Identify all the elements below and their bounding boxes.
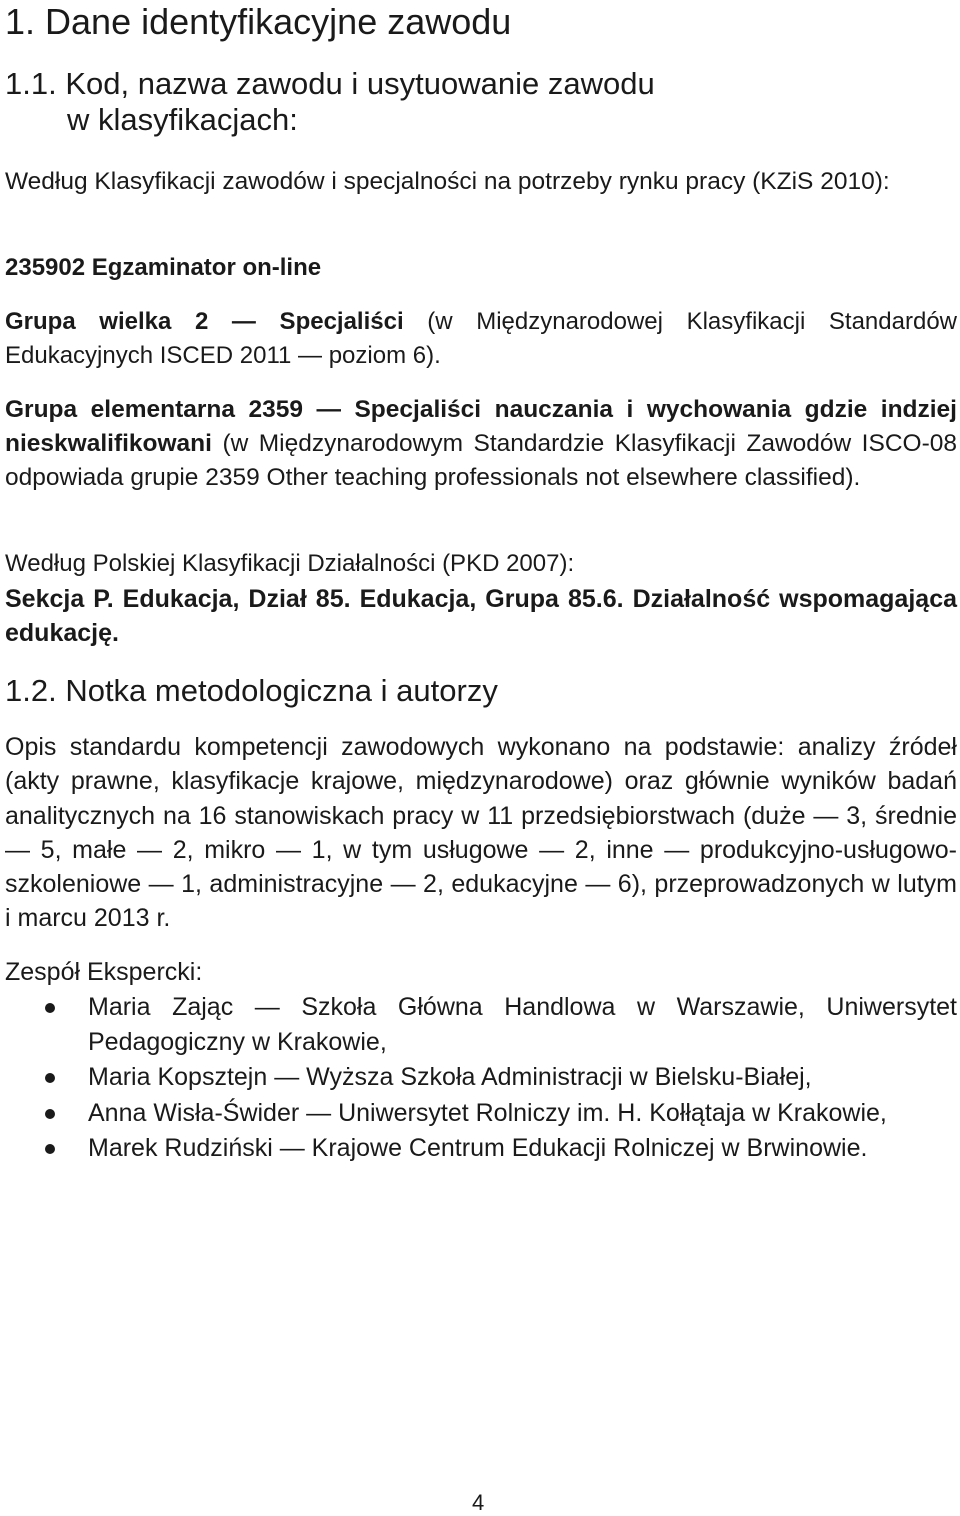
grupa-wielka-desc: (w Międzynarodowej Klasyfikacji Standardów Edukacyjnych ISCED 2011 — poziom 6). (5, 308, 957, 369)
occupation-code-name: 235902 Egzaminator on-line (5, 254, 322, 281)
methodology-paragraph: Opis standardu kompetencji zawodowych wykonano na podstawie: analizy źródeł (akty prawne, klasyfikacje krajowe, międzynarodowe) oraz głównie wyników badań analitycznych na 16 stanowiskach pracy w 11 przedsiębiorstwach (duże — 3, średnie — 5, małe — 2, mikro — 1, w tym usługowe — 2, inne — produkcyjno-usługowo-szkoleniowe — 1, administracyjne — 2, edukacyjne — 6), przeprowadzonych w lutym i marcu 2013 r. (5, 733, 957, 933)
bullet-icon (45, 1109, 55, 1119)
grupa-elementarna-paragraph (5, 393, 957, 495)
pkd-value: Sekcja P. Edukacja, Dział 85. Edukacja, Grupa 85.6. Działalność wspomagająca edukację. (5, 585, 957, 647)
heading-1-1-line1: 1.1. Kod, nazwa zawodu i usytuowanie zawodu (5, 66, 655, 101)
expert-team-label: Zespół Ekspercki: (5, 958, 203, 986)
expert-entry: Maria Kopsztejn — Wyższa Szkoła Administracji w Bielsku-Białej, (88, 1063, 812, 1091)
subsection-heading-1-1 (5, 66, 655, 138)
bullet-icon (45, 1144, 55, 1154)
kzis-intro: Według Klasyfikacji zawodów i specjalności na potrzeby rynku pracy (KZiS 2010): (5, 168, 890, 195)
expert-entry: Anna Wisła-Świder — Uniwersytet Rolniczy im. H. Kołłątaja w Krakowie, (88, 1098, 887, 1127)
list-item (5, 1131, 957, 1166)
bullet-icon (45, 1073, 55, 1083)
bullet-icon (45, 1003, 55, 1013)
grupa-elementarna-label: Grupa elementarna 2359 — Specjaliści nauczania i wychowania gdzie indziej nieskwalifikowani (5, 396, 957, 457)
expert-entry: Maria Zając — Szkoła Główna Handlowa w Warszawie, Uniwersytet Pedagogiczny w Krakowie, (88, 993, 957, 1056)
section-heading-1: 1. Dane identyfikacyjne zawodu (5, 1, 512, 42)
page-number: 4 (472, 1490, 485, 1515)
grupa-wielka-paragraph (5, 305, 957, 373)
heading-1-1-line2: w klasyfikacjach: (67, 102, 298, 137)
subsection-heading-1-2: 1.2. Notka metodologiczna i autorzy (5, 673, 498, 708)
pkd-intro: Według Polskiej Klasyfikacji Działalności (PKD 2007): (5, 550, 575, 577)
list-item (5, 990, 957, 1059)
list-item (5, 1060, 957, 1095)
list-item (5, 1096, 957, 1131)
grupa-elementarna-desc: (w Międzynarodowym Standardzie Klasyfikacji Zawodów ISCO-08 odpowiada grupie 2359 Other teaching professionals not elsewhere classified). (5, 430, 957, 491)
expert-entry: Marek Rudziński — Krajowe Centrum Edukacji Rolniczej w Brwinowie. (88, 1134, 868, 1162)
expert-list (5, 990, 957, 1167)
grupa-wielka-label: Grupa wielka 2 — Specjaliści (5, 308, 404, 335)
